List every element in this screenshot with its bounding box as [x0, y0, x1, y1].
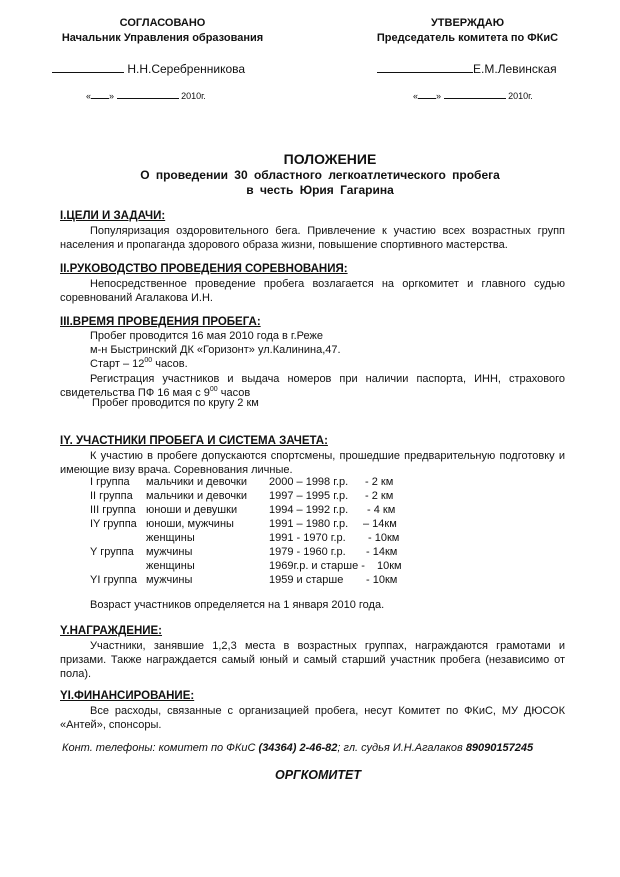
document-subtitle-line2: в честь Юрия Гагарина	[246, 183, 394, 197]
group-distance: - 10км	[366, 574, 398, 586]
group-category: мальчики и девочки	[146, 490, 248, 502]
section-awards-heading: Y.НАГРАЖДЕНИЕ:	[60, 625, 163, 637]
day-blank	[418, 98, 436, 99]
group-name: II группа	[90, 490, 133, 502]
group-distance: 10км	[377, 560, 402, 572]
confirmation-signature	[377, 62, 557, 76]
confirmation-date	[413, 91, 533, 101]
confirmation-title: УТВЕРЖДАЮ	[430, 17, 505, 29]
group-name: Y группа	[90, 546, 134, 558]
section-management-text: Непосредственное проведение пробега возлагается на оргкомитет и главного судью соревнований Агалакова И.Н.	[60, 278, 565, 304]
group-years: 1979 - 1960 г.р.	[269, 546, 346, 558]
approval-position: Начальник Управления образования	[61, 32, 264, 44]
committee-phone: (34364) 2-46-82	[258, 742, 338, 754]
group-distance: - 2 км	[365, 490, 394, 502]
group-category: женщины	[146, 560, 195, 572]
section-goals-heading: I.ЦЕЛИ И ЗАДАЧИ:	[60, 210, 166, 222]
time-date-location: Пробег проводится 16 мая 2010 года в г.Реже	[90, 330, 323, 342]
time-start: Старт – $12^{00}$ часов.	[90, 357, 188, 370]
group-years: 1959 и старше	[269, 574, 344, 586]
date-quote-open: «	[413, 91, 419, 101]
group-distance: - 14км	[366, 546, 398, 558]
date-quote-close: »	[436, 91, 442, 101]
group-category: юноши, мужчины	[146, 518, 234, 530]
group-years: 1991 - 1970 г.р.	[269, 532, 346, 544]
judge-label: ; гл. судья И.Н.Агалаков	[337, 742, 466, 754]
group-distance: - 2 км	[365, 476, 394, 488]
day-blank	[91, 98, 109, 99]
time-loop: Пробег проводится по кругу 2 км	[92, 397, 259, 409]
group-years: 1991 – 1980 г.р.	[269, 518, 349, 530]
group-distance: - 4 км	[367, 504, 396, 516]
approval-title: СОГЛАСОВАНО	[119, 17, 206, 29]
group-name: I группа	[90, 476, 130, 488]
section-participants-heading: IY. УЧАСТНИКИ ПРОБЕГА И СИСТЕМА ЗАЧЕТА:	[60, 435, 328, 447]
group-years: 1994 – 1992 г.р.	[269, 504, 349, 516]
group-distance: – 14км	[363, 518, 397, 530]
group-distance: - 10км	[368, 532, 400, 544]
judge-phone: 89090157245	[465, 742, 534, 754]
approval-signature-name: Н.Н.Серебренникова	[127, 62, 246, 76]
group-category: мальчики и девочки	[146, 476, 248, 488]
group-years: 2000 – 1998 г.р.	[269, 476, 349, 488]
date-quote-open: «	[86, 91, 92, 101]
group-years: 1969г.р. и старше -	[269, 560, 365, 572]
contact-label: Конт. телефоны: комитет по ФКиС	[62, 742, 259, 754]
group-category: юноши и девушки	[146, 504, 238, 516]
group-category: женщины	[146, 532, 195, 544]
section-awards-text: Участники, занявшие 1,2,3 места в возрастных группах, награждаются грамотами и призами. Также награждается самый юный и самый старший участник пробега (независимо от пола).	[60, 640, 565, 680]
group-years: 1997 – 1995 г.р.	[269, 490, 349, 502]
confirmation-signature-name: Е.М.Левинская	[473, 62, 557, 76]
signature-line	[377, 72, 473, 73]
signature-line	[52, 72, 124, 73]
section-participants-text: К участию в пробеге допускаются спортсмены, прошедшие предварительную подготовку и имеющие визу врача. Соревнования личные.	[60, 450, 565, 476]
section-goals-text: Популяризация оздоровительного бега. Привлечение к участию всех возрастных групп населения и пропаганда здорового образа жизни, повышение спортивного мастерства.	[60, 225, 565, 251]
date-quote-close: »	[109, 91, 115, 101]
date-year: 2010г.	[508, 91, 533, 101]
section-financing-text: Все расходы, связанные с организацией пробега, несут Комитет по ФКиС, МУ ДЮСОК «Антей», спонсоры.	[60, 705, 565, 731]
approval-date	[86, 91, 206, 101]
time-venue: м-н Быстринский ДК «Горизонт» ул.Калинина,47.	[90, 344, 341, 356]
section-financing-heading: YI.ФИНАНСИРОВАНИЕ:	[60, 690, 195, 702]
approval-signature	[52, 62, 245, 76]
group-name: IY группа	[90, 518, 137, 530]
confirmation-position: Председатель комитета по ФКиС	[376, 32, 559, 44]
contact-phones	[62, 742, 533, 754]
age-note: Возраст участников определяется на 1 января 2010 года.	[90, 599, 385, 611]
group-category: мужчины	[146, 574, 193, 586]
month-blank	[444, 98, 506, 99]
organizing-committee-signature: ОРГКОМИТЕТ	[275, 768, 361, 782]
document-title: ПОЛОЖЕНИЕ	[283, 151, 377, 167]
document-subtitle-line1: О проведении 30 областного легкоатлетического пробега	[140, 168, 500, 182]
group-category: мужчины	[146, 546, 193, 558]
date-year: 2010г.	[181, 91, 206, 101]
group-name: III группа	[90, 504, 136, 516]
section-time-heading: III.ВРЕМЯ ПРОВЕДЕНИЯ ПРОБЕГА:	[60, 316, 261, 328]
group-name: YI группа	[90, 574, 137, 586]
month-blank	[117, 98, 179, 99]
section-management-heading: II.РУКОВОДСТВО ПРОВЕДЕНИЯ СОРЕВНОВАНИЯ:	[60, 263, 348, 275]
time-registration: Регистрация участников и выдача номеров при наличии паспорта, ИНН, страхового свидетельства ПФ 16 мая с $9^{00}$ часов	[60, 373, 565, 399]
